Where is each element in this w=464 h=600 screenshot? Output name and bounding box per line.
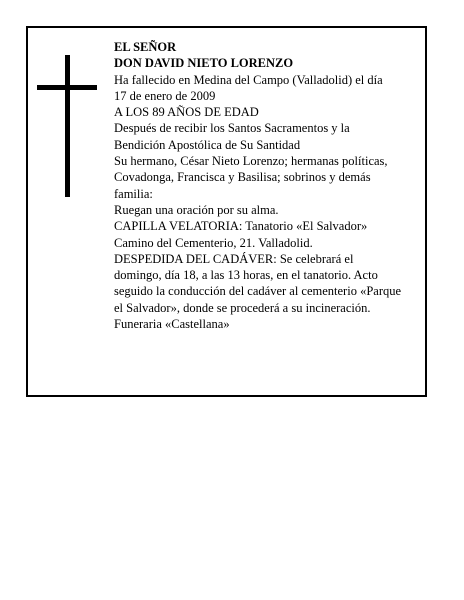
obituary-text (114, 39, 432, 332)
text-line: seguido la conducción del cadáver al cementerio «Parque (114, 284, 402, 299)
text-line: Después de recibir los Santos Sacramentos y la (114, 121, 350, 136)
text-line: familia: (114, 186, 153, 201)
text-line: 17 de enero de 2009 (114, 88, 216, 103)
text-line: domingo, día 18, a las 13 horas, en el tanatorio. Acto (114, 268, 378, 283)
notice-title: EL SEÑOR (114, 40, 177, 54)
cross-icon-bar (37, 85, 97, 90)
text-line: Ha fallecido en Medina del Campo (Valladolid) el día (114, 72, 383, 87)
text-line: Covadonga, Francisca y Basilisa; sobrinos y demás (114, 170, 371, 185)
cross-icon (65, 55, 70, 197)
text-line: Funeraria «Castellana» (114, 317, 230, 332)
text-line: el Salvador», donde se procederá a su incineración. (114, 300, 371, 315)
text-line: DESPEDIDA DEL CADÁVER: Se celebrará el (114, 251, 354, 266)
text-line: A LOS 89 AÑOS DE EDAD (114, 105, 259, 120)
text-line: Bendición Apostólica de Su Santidad (114, 137, 301, 152)
text-line: Camino del Cementerio, 21. Valladolid. (114, 235, 313, 250)
text-line: Ruegan una oración por su alma. (114, 202, 279, 217)
text-line: Su hermano, César Nieto Lorenzo; hermanas políticas, (114, 154, 388, 169)
text-line: CAPILLA VELATORIA: Tanatorio «El Salvador» (114, 219, 368, 234)
deceased-name: DON DAVID NIETO LORENZO (114, 56, 294, 71)
